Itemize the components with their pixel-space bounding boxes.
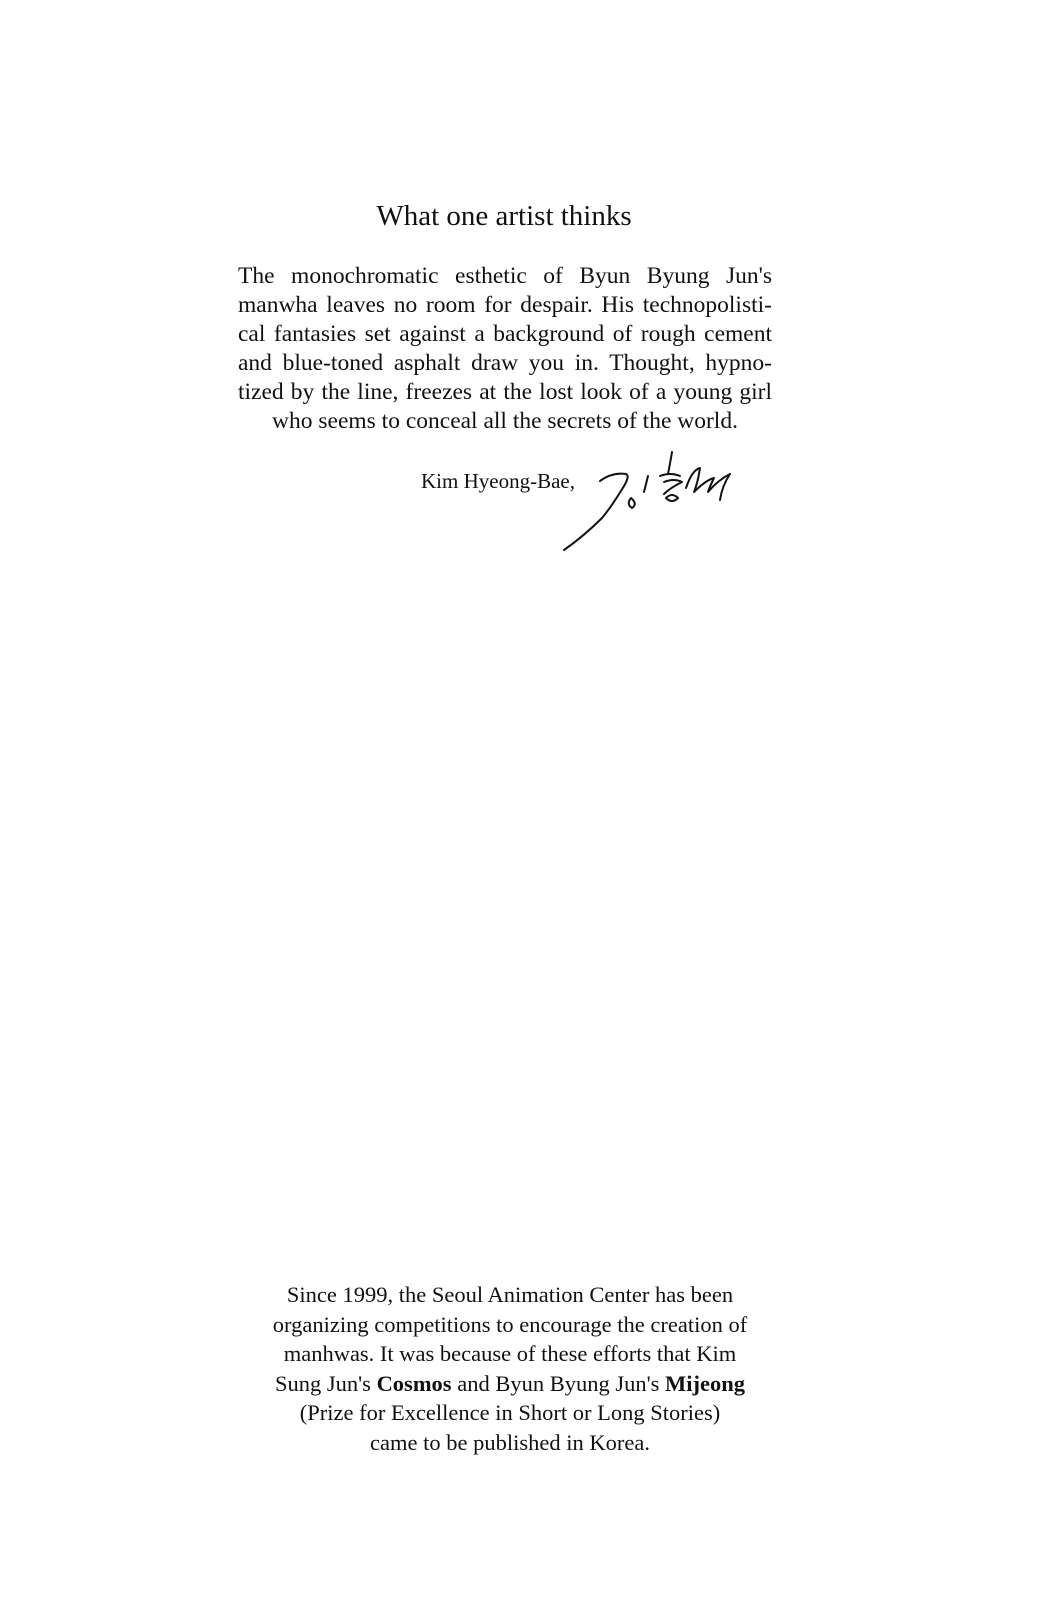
quote-line: tized by the line, freezes at the lost look of a young girl — [238, 379, 772, 405]
handwritten-signature-icon — [560, 446, 740, 556]
section-title: What one artist thinks — [376, 200, 632, 232]
artist-quote — [238, 262, 772, 436]
quote-line: and blue-toned asphalt draw you in. Thought, hypno- — [238, 350, 772, 376]
note-line: (Prize for Excellence in Short or Long Stories) — [299, 1400, 721, 1425]
quote-attribution: Kim Hyeong-Bae, — [421, 469, 575, 493]
quote-line: The monochromatic esthetic of Byun Byung Jun's — [238, 263, 772, 289]
quote-line: who seems to conceal all the secrets of the world. — [272, 408, 738, 434]
note-text: and Byun Byung Jun's — [451, 1370, 666, 1396]
title-mijeong: Mijeong — [665, 1370, 746, 1396]
note-line: Since 1999, the Seoul Animation Center has been — [286, 1282, 734, 1307]
note-line: manhwas. It was because of these efforts that Kim — [283, 1341, 737, 1366]
quote-line: cal fantasies set against a background of rough cement — [238, 321, 772, 347]
publication-note — [0, 1280, 1020, 1457]
quote-line: manwha leaves no room for despair. His technopolisti- — [238, 292, 772, 318]
note-text: Sung Jun's — [274, 1370, 377, 1396]
note-line — [0, 1369, 1020, 1399]
title-cosmos: Cosmos — [376, 1370, 452, 1396]
note-line: came to be published in Korea. — [370, 1429, 650, 1455]
note-line: organizing competitions to encourage the creation of — [272, 1311, 748, 1337]
